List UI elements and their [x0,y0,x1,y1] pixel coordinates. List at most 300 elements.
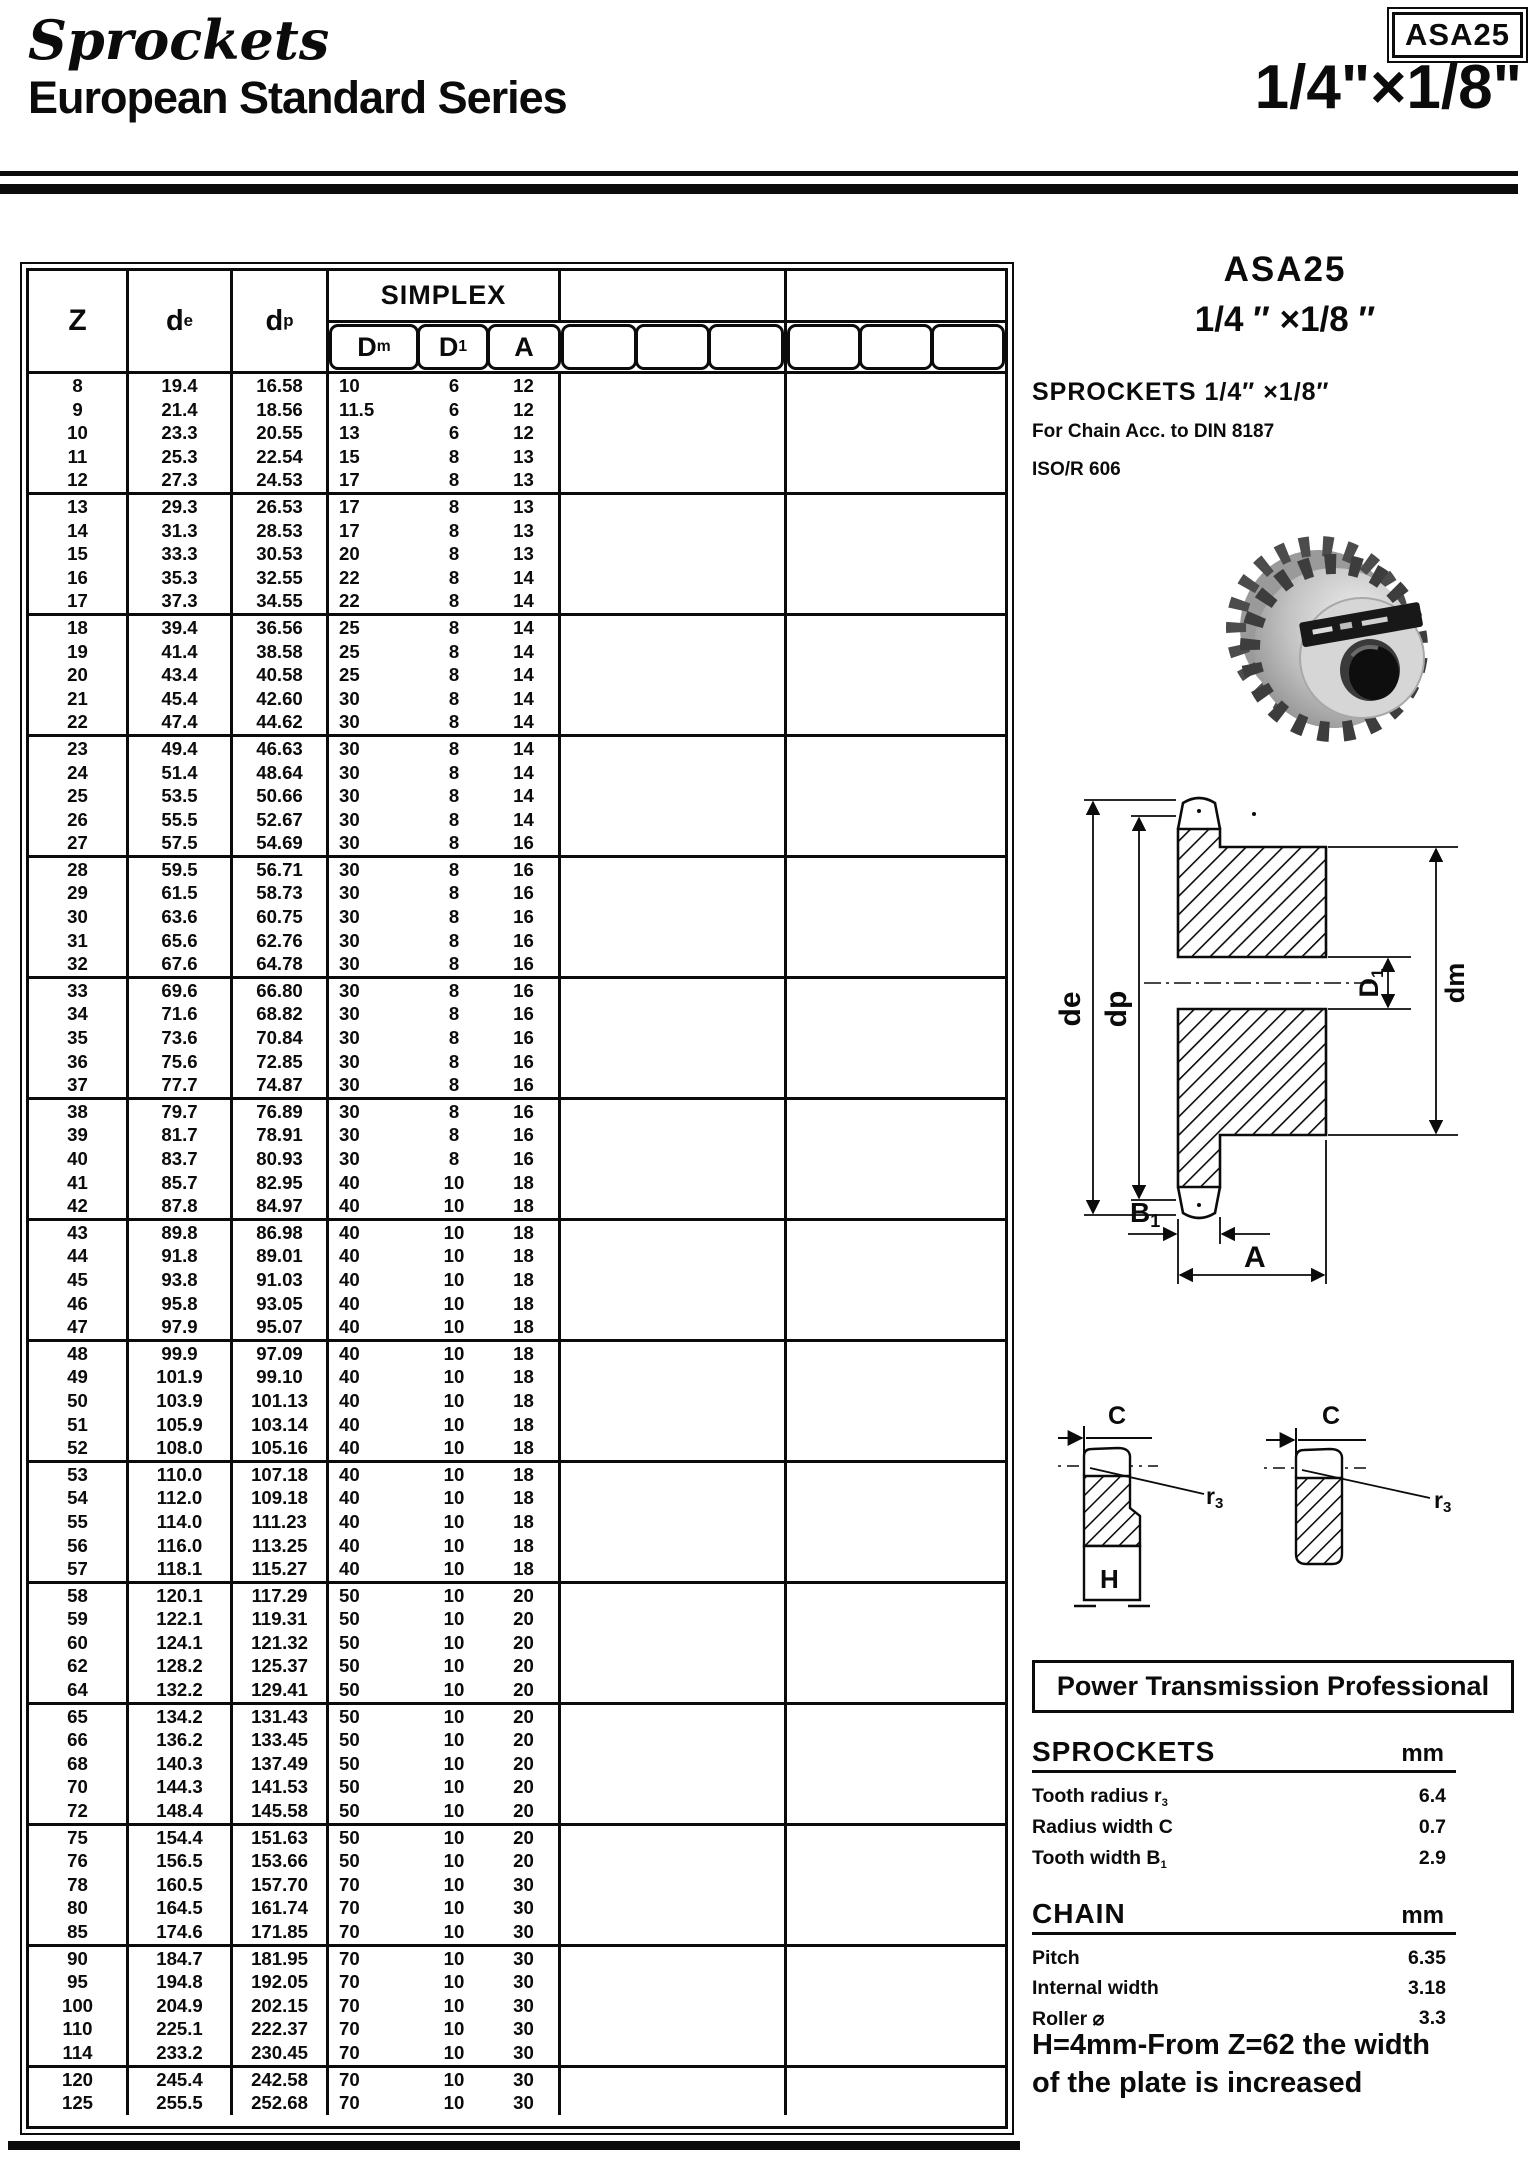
cell-a: 20 [489,1678,561,1702]
cell-empty-2 [787,2041,1005,2065]
panel-din-line: For Chain Acc. to DIN 8187 [1032,421,1275,442]
cell-dp: 46.63 [233,737,329,761]
cell-dp: 151.63 [233,1826,329,1850]
cell-dp: 26.53 [233,495,329,519]
table-row [29,1002,1005,1026]
table-row [29,1073,1005,1097]
label-dp: dp [1100,990,1133,1028]
cell-empty-2 [787,905,1005,929]
cell-z: 57 [29,1557,129,1581]
cell-de: 245.4 [129,2068,233,2092]
cell-dp: 40.58 [233,663,329,687]
cell-d1: 8 [448,664,460,686]
cell-z: 62 [29,1654,129,1678]
cell-dm: 50 [339,1826,360,1848]
empty-subcell [635,324,711,370]
label-dm: dm [1440,962,1470,1004]
cell-dm: 30 [339,953,360,975]
cell-empty-2 [787,1268,1005,1292]
cell-empty-2 [787,808,1005,832]
cell-empty-1 [561,952,787,976]
table-row [29,1194,1005,1218]
cell-empty-2 [787,737,1005,761]
table-row [29,881,1005,905]
table-row [29,1728,1005,1752]
cell-de: 160.5 [129,1873,233,1897]
cell-empty-2 [787,1292,1005,1316]
cell-z: 13 [29,495,129,519]
cell-de: 95.8 [129,1292,233,1316]
cell-a: 16 [489,1073,561,1097]
cell-a: 20 [489,1705,561,1729]
cell-empty-2 [787,2091,1005,2115]
cell-d1: 8 [448,1027,460,1049]
cell-de: 132.2 [129,1678,233,1702]
cell-dm: 30 [339,882,360,904]
cell-de: 63.6 [129,905,233,929]
cell-empty-2 [787,1631,1005,1655]
cell-d1: 10 [443,1752,465,1774]
cell-empty-2 [787,663,1005,687]
table-row [29,1970,1005,1994]
table-row-group [29,2068,1005,2126]
label-de: de [1054,991,1087,1027]
cell-de: 204.9 [129,1994,233,2018]
sprockets-spec-header [1032,1736,1456,1773]
cell-z: 125 [29,2091,129,2115]
cell-z: 8 [29,374,129,398]
cell-empty-1 [561,1268,787,1292]
cell-dp: 137.49 [233,1752,329,1776]
spec-value: 3.18 [1408,1977,1446,1999]
cell-de: 79.7 [129,1100,233,1124]
spec-label: Internal width [1032,1977,1159,1999]
table-row [29,1631,1005,1655]
cell-empty-1 [561,1994,787,2018]
table-bottom-rule [8,2141,1020,2150]
cell-dm: 30 [339,1003,360,1025]
cell-de: 174.6 [129,1920,233,1944]
cell-de: 57.5 [129,831,233,855]
table-row [29,2041,1005,2065]
spec-label: Tooth radius $r_3$ [1032,1785,1168,1809]
cell-dm: 70 [339,1994,360,2016]
cell-de: 49.4 [129,737,233,761]
cell-a: 20 [489,1775,561,1799]
cell-d1: 10 [443,1584,465,1606]
label-d1: D1 [1354,968,1387,998]
cell-dp: 145.58 [233,1799,329,1823]
cell-dm: 15 [339,445,360,467]
sprockets-spec-block [1032,1736,1456,1878]
spec-value: 0.7 [1418,1815,1446,1838]
cell-dp: 42.60 [233,687,329,711]
cell-empty-1 [561,784,787,808]
cell-d1: 10 [443,1608,465,1630]
cell-d1: 6 [448,375,460,396]
cell-dp: 24.53 [233,468,329,492]
cell-a: 18 [489,1510,561,1534]
cell-z: 49 [29,1365,129,1389]
cell-dm: 40 [339,1366,360,1388]
cell-empty-2 [787,784,1005,808]
cell-de: 55.5 [129,808,233,832]
panel-sprockets-line: SPROCKETS 1/4″ ×1/8″ [1032,378,1330,406]
cell-a: 30 [489,1896,561,1920]
cell-de: 39.4 [129,616,233,640]
cell-dm: 50 [339,1729,360,1751]
cell-a: 13 [489,495,561,519]
header-d1-sub: 1 [458,338,468,355]
cell-empty-1 [561,858,787,882]
cell-de: 134.2 [129,1705,233,1729]
table-row [29,1436,1005,1460]
table-row [29,1221,1005,1245]
cell-d1: 10 [443,2068,465,2090]
cell-z: 100 [29,1994,129,2018]
cell-dp: 66.80 [233,979,329,1003]
cell-d1: 8 [448,1100,460,1122]
cell-dp: 76.89 [233,1100,329,1124]
column-header-d1 [417,324,489,370]
part-outline [1178,798,1326,1218]
cell-empty-2 [787,1994,1005,2018]
chain-spec-title: CHAIN [1032,1898,1126,1929]
cell-a: 18 [489,1315,561,1339]
cell-dp: 72.85 [233,1050,329,1074]
table-row [29,495,1005,519]
cell-dm: 70 [339,2041,360,2063]
cell-z: 59 [29,1607,129,1631]
cell-dm: 30 [339,1074,360,1096]
cell-empty-2 [787,952,1005,976]
cell-empty-1 [561,374,787,398]
cell-dp: 30.53 [233,542,329,566]
header-rule-thin [0,171,1518,176]
table-row [29,1050,1005,1074]
cell-de: 61.5 [129,881,233,905]
cell-a: 14 [489,687,561,711]
table-row [29,1752,1005,1776]
cell-empty-1 [561,761,787,785]
cell-empty-2 [787,1002,1005,1026]
cell-dp: 32.55 [233,566,329,590]
cell-dp: 103.14 [233,1413,329,1437]
cell-a: 12 [489,398,561,422]
cell-d1: 10 [443,1655,465,1677]
cell-empty-1 [561,1389,787,1413]
empty-subcell [787,324,861,370]
spec-value: 6.35 [1408,1947,1446,1969]
cell-z: 15 [29,542,129,566]
cell-dp: 86.98 [233,1221,329,1245]
cell-z: 76 [29,1849,129,1873]
cell-empty-1 [561,1654,787,1678]
cell-empty-1 [561,468,787,492]
cell-z: 70 [29,1775,129,1799]
cell-empty-2 [787,929,1005,953]
cell-empty-1 [561,519,787,543]
cell-de: 59.5 [129,858,233,882]
cell-a: 16 [489,881,561,905]
cell-dm: 17 [339,469,360,491]
cell-a: 20 [489,1849,561,1873]
cell-dm: 30 [339,785,360,807]
table-row [29,1244,1005,1268]
cell-d1: 8 [448,737,460,759]
cell-a: 16 [489,1050,561,1074]
cell-empty-1 [561,1100,787,1124]
table-row [29,1389,1005,1413]
cell-dm: 50 [339,1584,360,1606]
cell-dp: 54.69 [233,831,329,855]
cell-dp: 101.13 [233,1389,329,1413]
cell-dp: 89.01 [233,1244,329,1268]
table-row-group [29,1100,1005,1221]
cell-a: 14 [489,566,561,590]
cell-a: 14 [489,737,561,761]
cell-dp: 48.64 [233,761,329,785]
empty-subheader-group-2 [787,323,1005,371]
cell-dp: 133.45 [233,1728,329,1752]
cell-dp: 18.56 [233,398,329,422]
cell-dp: 60.75 [233,905,329,929]
cell-dm: 70 [339,2068,360,2090]
cell-z: 53 [29,1463,129,1487]
table-row [29,905,1005,929]
cell-a: 16 [489,979,561,1003]
column-header-de [129,271,233,371]
cell-de: 144.3 [129,1775,233,1799]
cell-empty-1 [561,542,787,566]
cell-dm: 30 [339,979,360,1001]
table-row [29,542,1005,566]
cell-z: 10 [29,421,129,445]
cell-empty-2 [787,616,1005,640]
spec-label: Radius width C [1032,1815,1173,1838]
cell-dp: 20.55 [233,421,329,445]
cell-dm: 22 [339,566,360,588]
cell-empty-1 [561,1026,787,1050]
cell-d1: 10 [443,1921,465,1942]
cell-dm: 40 [339,1558,360,1580]
cell-dm: 40 [339,1268,360,1290]
cell-a: 18 [489,1534,561,1558]
cell-d1: 8 [448,566,460,588]
panel-iso-line: ISO/R 606 [1032,459,1121,480]
table-row [29,1654,1005,1678]
table-row [29,1678,1005,1702]
cell-dm: 25 [339,616,360,638]
cell-de: 71.6 [129,1002,233,1026]
cell-z: 55 [29,1510,129,1534]
panel-model-title: ASA25 [1223,250,1347,289]
spec-row-pitch [1032,1947,1456,1970]
tooth-profile-left [1056,1404,1256,1616]
table-row [29,374,1005,398]
cell-empty-1 [561,1486,787,1510]
cell-empty-2 [787,1123,1005,1147]
spec-value: 2.9 [1418,1846,1446,1869]
cell-z: 37 [29,1073,129,1097]
chain-size-title: 1/4"×1/8" [1254,53,1522,122]
cell-empty-2 [787,1752,1005,1776]
cell-empty-1 [561,1775,787,1799]
cell-empty-1 [561,1896,787,1920]
cell-empty-2 [787,640,1005,664]
cell-z: 17 [29,589,129,613]
table-row-group [29,1947,1005,2068]
cell-dp: 82.95 [233,1171,329,1195]
cell-z: 40 [29,1147,129,1171]
cell-d1: 10 [443,1558,465,1580]
cell-dm: 30 [339,737,360,759]
cell-de: 89.8 [129,1221,233,1245]
cell-de: 122.1 [129,1607,233,1631]
cell-empty-2 [787,2017,1005,2041]
cell-empty-1 [561,687,787,711]
table-row [29,710,1005,734]
cell-a: 13 [489,519,561,543]
cell-z: 36 [29,1050,129,1074]
cell-dm: 50 [339,1850,360,1872]
table-row [29,1705,1005,1729]
header-dp-sub: p [283,311,294,330]
cell-de: 87.8 [129,1194,233,1218]
cell-z: 65 [29,1705,129,1729]
cell-dp: 74.87 [233,1073,329,1097]
cell-a: 18 [489,1389,561,1413]
cell-empty-2 [787,858,1005,882]
cell-a: 18 [489,1244,561,1268]
cell-a: 30 [489,1873,561,1897]
header-d1-base: D [438,331,459,362]
cell-d1: 10 [443,1729,465,1751]
cell-a: 16 [489,858,561,882]
chain-spec-header [1032,1898,1456,1935]
table-row [29,640,1005,664]
table-row [29,1486,1005,1510]
cell-dm: 40 [339,1342,360,1364]
cell-de: 47.4 [129,710,233,734]
cell-z: 14 [29,519,129,543]
cell-empty-1 [561,1799,787,1823]
cell-dm: 70 [339,2092,360,2114]
cell-de: 136.2 [129,1728,233,1752]
cell-empty-2 [787,445,1005,469]
header-dm-sub: m [376,338,391,355]
table-row [29,1315,1005,1339]
spec-value: 6.4 [1418,1785,1446,1807]
cell-dm: 40 [339,1487,360,1509]
table-row [29,1896,1005,1920]
spec-row-internal-width [1032,1977,1456,2000]
cell-empty-2 [787,687,1005,711]
cell-d1: 10 [443,1463,465,1485]
cell-empty-1 [561,2041,787,2065]
cell-dp: 141.53 [233,1775,329,1799]
cell-empty-2 [787,2068,1005,2092]
cell-de: 124.1 [129,1631,233,1655]
cell-z: 23 [29,737,129,761]
cell-empty-1 [561,831,787,855]
cell-empty-2 [787,1171,1005,1195]
table-row [29,468,1005,492]
cell-a: 18 [489,1221,561,1245]
header-de-sub: e [183,311,194,330]
cell-empty-1 [561,929,787,953]
label-h: H [1100,1564,1119,1594]
table-row [29,1268,1005,1292]
cell-empty-2 [787,566,1005,590]
table-row [29,663,1005,687]
cell-empty-1 [561,2091,787,2115]
cell-d1: 8 [448,1124,460,1146]
cell-dp: 78.91 [233,1123,329,1147]
cell-d1: 8 [448,590,460,612]
column-group-empty-2 [787,271,1005,323]
cell-de: 41.4 [129,640,233,664]
cell-z: 85 [29,1920,129,1944]
cell-d1: 10 [443,1994,465,2016]
header-dp-base: d [265,304,284,337]
cross-section-drawing [1026,772,1526,1332]
cell-empty-2 [787,589,1005,613]
cell-d1: 8 [448,808,460,830]
cell-empty-2 [787,1221,1005,1245]
label-r3: r3 [1206,1483,1224,1512]
cell-z: 64 [29,1678,129,1702]
cell-a: 12 [489,374,561,398]
cell-empty-1 [561,1413,787,1437]
cell-a: 13 [489,468,561,492]
cell-de: 148.4 [129,1799,233,1823]
cell-z: 44 [29,1244,129,1268]
cell-empty-2 [787,1947,1005,1971]
cell-empty-1 [561,1510,787,1534]
cell-empty-2 [787,1147,1005,1171]
cell-dp: 202.15 [233,1994,329,2018]
cell-de: 194.8 [129,1970,233,1994]
table-row [29,589,1005,613]
cell-a: 13 [489,542,561,566]
cell-dm: 30 [339,687,360,709]
cell-empty-1 [561,1365,787,1389]
cell-d1: 8 [448,832,460,854]
cell-z: 33 [29,979,129,1003]
cell-empty-1 [561,1920,787,1944]
cell-empty-2 [787,1654,1005,1678]
cell-z: 54 [29,1486,129,1510]
table-row [29,1849,1005,1873]
cell-dp: 50.66 [233,784,329,808]
cell-empty-1 [561,640,787,664]
cell-dp: 80.93 [233,1147,329,1171]
cell-empty-1 [561,1436,787,1460]
table-row [29,1584,1005,1608]
cell-dp: 38.58 [233,640,329,664]
cell-dp: 99.10 [233,1365,329,1389]
cell-dm: 50 [339,1800,360,1822]
cell-z: 42 [29,1194,129,1218]
cell-a: 18 [489,1292,561,1316]
cell-de: 77.7 [129,1073,233,1097]
cell-empty-1 [561,421,787,445]
cell-de: 81.7 [129,1123,233,1147]
cell-dm: 17 [339,495,360,517]
cell-z: 18 [29,616,129,640]
table-row [29,1292,1005,1316]
